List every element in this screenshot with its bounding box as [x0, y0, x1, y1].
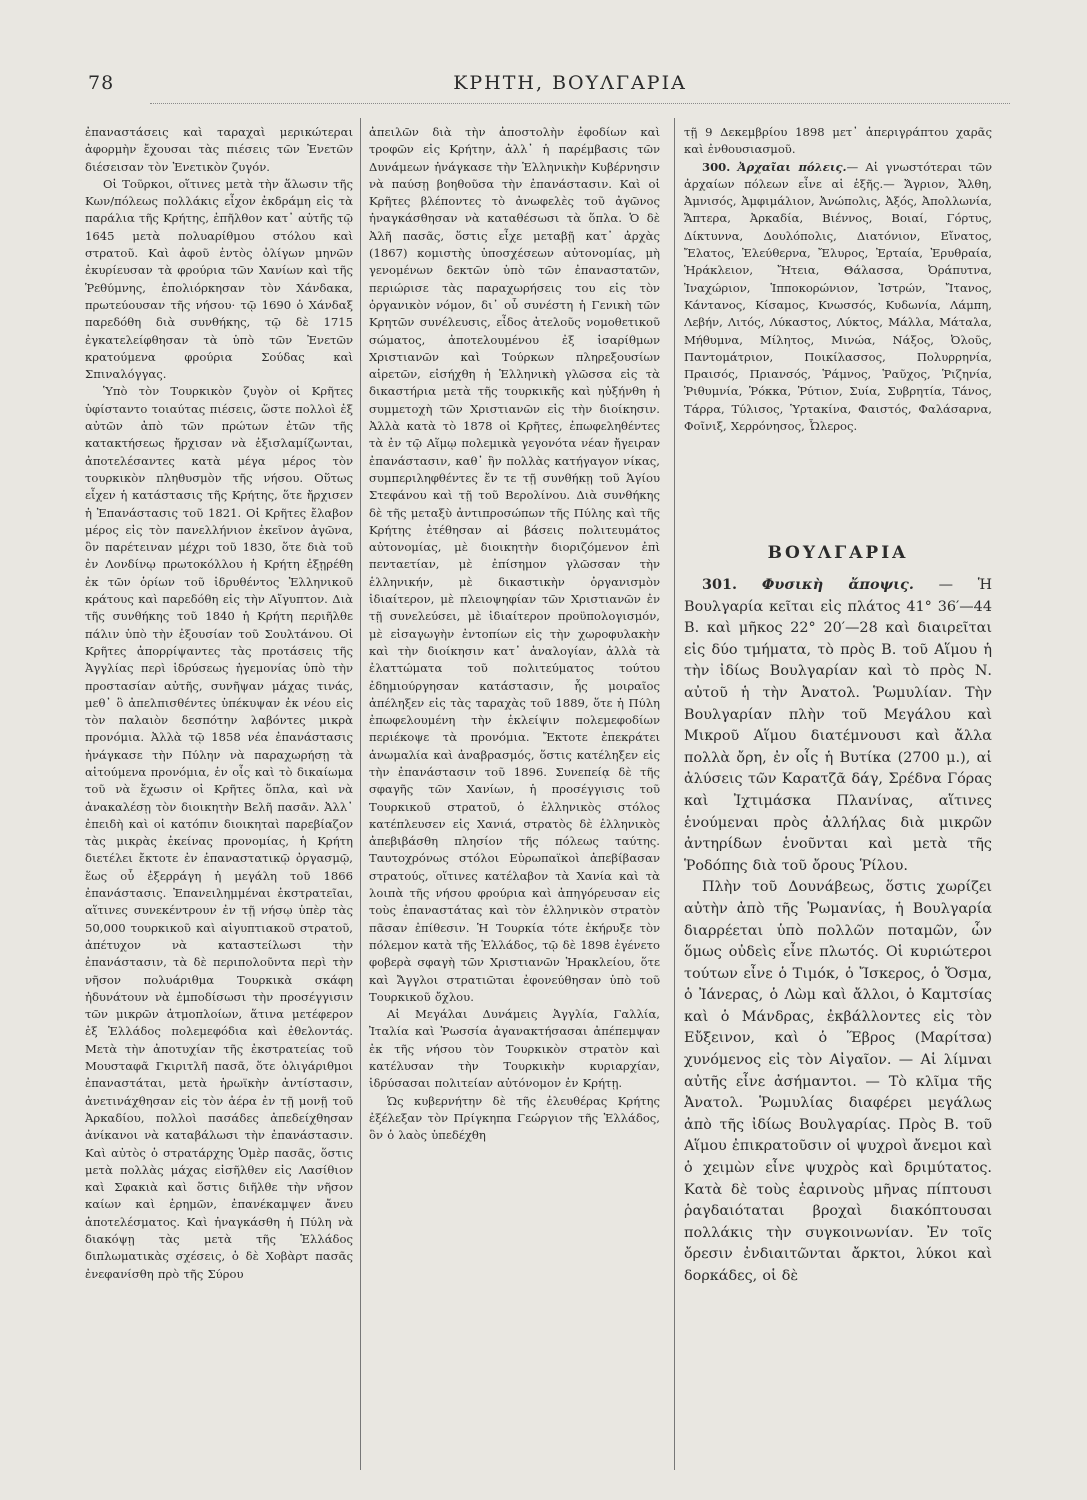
section-number: 300. [702, 159, 731, 174]
section-300 [684, 159, 992, 436]
running-head: ΚΡΗΤΗ, ΒΟΥΛΓΑΡΙΑ [453, 72, 687, 94]
section-number: 301. [702, 576, 738, 593]
column-1 [85, 124, 353, 1469]
section-title: Φυσικὴ ἄποψις. [761, 576, 914, 593]
header-rule [150, 103, 1010, 104]
paragraph: Πλὴν τοῦ Δουνάβεως, ὅστις χωρίζει αὐτὴν ἀπὸ τῆς Ῥωμανίας, ἡ Βουλγαρία διαρρέεται ὑπὸ πολλῶν ποταμῶν, ὧν ὅμως οὐδεὶς εἶνε πλωτός. Οἱ κυριώτεροι τούτων εἶνε ὁ Τιμόκ, ὁ Ἴσκερος, ὁ Ὄσμα, ὁ Ἰάνερας, ὁ Λὼμ καὶ ἄλλοι, ὁ Καμτσίας καὶ ὁ Μάνδρας, ἐκβάλλοντες εἰς τὸν Εὔξεινον, καὶ ὁ Ἕβρος (Μαρίτσα) χυνόμενος εἰς τὸν Αἰγαῖον. — Αἱ λίμναι αὐτῆς εἶνε ἀσήμαντοι. — Τὸ κλῖμα τῆς Ἀνατολ. Ῥωμυλίας διαφέρει μεγάλως ἀπὸ τῆς ἰδίως Βουλγαρίας. Πρὸς Β. τοῦ Αἵμου ἐπικρατοῦσιν οἱ ψυχροὶ ἄνεμοι καὶ ὁ χειμὼν εἶνε ψυχρὸς καὶ δριμύτατος. Κατὰ δὲ τοὺς ἐαρινοὺς μῆνας πίπτουσι ῥαγδαιόταται βροχαὶ διακόπτουσαι πολλάκις τὴν συγκοινωνίαν. Ἐν τοῖς ὄρεσιν ἐνδιαιτῶνται ἄρκτοι, λύκοι καὶ δορκάδες, οἱ δὲ [684, 879, 992, 1284]
section-text: — Αἱ γνωστότεραι τῶν ἀρχαίων πόλεων εἶνε αἱ ἑξῆς.— Ἄγριον, Ἄλθη, Ἀμνισός, Ἀμφιμάλιον, Ἀνώπολις, Ἀξός, Ἀπολλωνία, Ἄπτερα, Ἀρκαδία, Βιέννος, Βοιαί, Γόρτυς, Δίκτυννα, Δουλόπολις, Διατόνιον, Εἴνατος, Ἔλατος, Ἐλεύθερνα, Ἔλυρος, Ἐρταία, Ἐρυθραία, Ἡράκλειον, Ἤτεια, Θάλασσα, Ὀράπυτνα, Ἰναχώριον, Ἱπποκορώνιον, Ἰστρών, Ἴτανος, Κάντανος, Κίσαμος, Κνωσσός, Κυδωνία, Λάμπη, Λεβήν, Λιτός, Λύκαστος, Λύκτος, Μάλλα, Μάταλα, Μήθυμνα, Μίλητος, Μινώα, Νάξος, Ὀλοῦς, Παντομάτριον, Ποικίλασσος, Πολυρρηνία, Πραισός, Πριανσός, Ῥάμνος, Ῥαῦχος, Ῥιζηνία, Ῥιθυμνία, Ῥόκκα, Ῥύτιον, Συία, Συβρητία, Τάνος, Τάρρα, Τύλισος, Ὑρτακίνα, Φαιστός, Φαλάσαρνα, Φοῖνιξ, Χερρόνησος, Ὦλερος. [684, 159, 992, 434]
paragraph: ἀπειλῶν διὰ τὴν ἀποστολὴν ἐφοδίων καὶ τροφῶν εἰς Κρήτην, ἀλλ᾽ ἡ παρέμβασις τῶν Δυνάμεων ἠνάγκασε τὴν Ἑλληνικὴν Κυβέρνησιν νὰ παύσῃ βοηθοῦσα τὴν ἐπανάστασιν. Καὶ οἱ Κρῆτες βλέποντες τὸ ἀνωφελὲς τοῦ ἀγῶνος ἠναγκάσθησαν νὰ καταθέσωσι τὰ ὅπλα. Ὁ δὲ Ἀλῆ πασᾶς, ὅστις εἶχε μεταβῇ κατ᾽ ἀρχὰς (1867) κομιστὴς ὑποσχέσεων αὐτονομίας, μὴ γενομένων δεκτῶν ὑπὸ τῶν ἐπαναστατῶν, περιώρισε τὰς παραχωρήσεις του εἰς τὸν ὀργανικὸν νόμον, δι᾽ οὗ συνέστη ἡ Γενικὴ τῶν Κρητῶν συνέλευσις, εἶδος ἀτελοῦς νομοθετικοῦ σώματος, ἀποτελουμένου ἐξ ἰσαρίθμων Χριστιανῶν καὶ Τούρκων πληρεξουσίων αἱρετῶν, εἰσήχθη ἡ Ἑλληνικὴ γλῶσσα εἰς τὰ δικαστήρια μετὰ τῆς τουρκικῆς καὶ ηὐξήνθη ἡ συμμετοχὴ τῶν Χριστιανῶν εἰς τὴν διοίκησιν. Ἀλλὰ κατὰ τὸ 1878 οἱ Κρῆτες, ἐπωφεληθέντες τὰ ἐν τῷ Αἵμῳ πολεμικὰ γεγονότα νέαν ἤγειραν ἐπανάστασιν, καθ᾽ ἣν πολλὰς κατήγαγον νίκας, συμπεριληφθέντες ἔν τε τῇ συνθήκῃ τοῦ Ἁγίου Στεφάνου καὶ τῇ τοῦ Βερολίνου. Διὰ συνθήκης δὲ τῆς μεταξὺ ἀντιπροσώπων τῆς Πύλης καὶ τῆς Κρήτης ἐτέθησαν αἱ βάσεις πολιτευμάτος αὐτονομίας, μὲ διοικητὴν διοριζόμενον ἐπὶ πενταετίαν, μὲ ἐπίσημον γλῶσσαν τὴν ἑλληνικήν, μὲ δικαστικὴν ὀργανισμὸν ἰδιαίτερον, μὲ πλειοψηφίαν τῶν Χριστιανῶν ἐν τῇ συνελεύσει, μὲ ἰδιαίτερον προϋπολογισμόν, μὲ εἰσαγωγὴν ἐντοπίων εἰς τὴν χωροφυλακὴν καὶ τὴν διοίκησιν κατ᾽ ἀναλογίαν, ἀλλὰ τὰ ἐλαττώματα τοῦ πολιτεύματος τούτου ἐδημιούργησαν κατάστασιν, ἧς μοιραῖος ἀπέληξεν εἰς τὰς ταραχὰς τοῦ 1889, ὅτε ἡ Πύλη ἐπωφελουμένη τὴν ἐκλείψιν πολεμεφοδίων περιέκοψε τὰ προνόμια. Ἔκτοτε ἐπεκράτει ἀνωμαλία καὶ ἀναβρασμός, ὅστις κατέληξεν εἰς τὴν ἐπανάστασιν τοῦ 1896. Συνεπείᾳ δὲ τῆς σφαγῆς τῶν Χανίων, ἡ προσέγγισις τοῦ Τουρκικοῦ στρατοῦ, ὁ ἑλληνικὸς στόλος κατέπλευσεν εἰς Χανιά, στρατὸς δὲ ἑλληνικὸς ἀπεβιβάσθη πλησίον τῆς πόλεως ταύτης. Ταυτοχρόνως στόλοι Εὐρωπαϊκοὶ ἀπεβίβασαν στρατούς, οἵτινες κατέλαβον τὰ Χανία καὶ τὰ λοιπὰ τῆς νήσου φρούρια καὶ ἀπηγόρευσαν εἰς τοὺς ἐπαναστάτας καὶ τὸν ἑλληνικὸν στρατὸν πᾶσαν ἐπίθεσιν. Ἡ Τουρκία τότε ἐκήρυξε τὸν πόλεμον κατὰ τῆς Ἑλλάδος, τῷ δὲ 1898 ἐγένετο φοβερὰ σφαγὴ τῶν Χριστιανῶν Ἡρακλείου, ὅτε καὶ Ἄγγλοι στρατιῶται ἐφονεύθησαν ὑπὸ τοῦ Τουρκικοῦ ὄχλου. [369, 125, 660, 1004]
column-rule-right [674, 118, 675, 1470]
column-3-top [684, 124, 992, 524]
column-2 [369, 124, 660, 1469]
paragraph: Οἱ Τοῦρκοι, οἵτινες μετὰ τὴν ἅλωσιν τῆς Κων/πόλεως πολλάκις εἶχον ἐκδράμη εἰς τὰ παράλια τῆς Κρήτης, ἐπῆλθον κατ᾽ αὐτῆς τῷ 1645 μετὰ πολυαρίθμου στόλου καὶ στρατοῦ. Καὶ ἀφοῦ ἐντὸς ὀλίγων μηνῶν ἐκυρίευσαν τὰ φρούρια τῶν Χανίων καὶ τῆς Ῥεθύμνης, ἐπολιόρκησαν τὸν Χάνδακα, πρωτεύουσαν τῆς νήσου· τῷ 1690 ὁ Χάνδαξ παρεδόθη διὰ συνθήκης, τῷ δὲ 1715 ἐγκατελείφθησαν τὰ ὑπὸ τῶν Ἐνετῶν κρατούμενα φρούρια Σούδας καὶ Σπιναλόγγας. [85, 176, 353, 382]
paragraph: Ὡς κυβερνήτην δὲ τῆς ἐλευθέρας Κρήτης ἐξέλεξαν τὸν Πρίγκηπα Γεώργιον τῆς Ἑλλάδος, ὃν ὁ λαὸς ὑπεδέχθη [369, 1093, 660, 1143]
section-text: — Ἡ Βουλγαρία κεῖται εἰς πλάτος 41° 36′—44 Β. καὶ μῆκος 22° 20′—28 καὶ διαιρεῖται εἰς δύο τμήματα, τὸ πρὸς Β. τοῦ Αἵμου ἡ τὴν ἰδίως Βουλγαρίαν καὶ τὸ πρὸς Ν. αὐτοῦ ἡ τὴν Ἀνατολ. Ῥωμυλίαν. Τὴν Βουλγαρίαν πλὴν τοῦ Μεγάλου καὶ Μικροῦ Αἵμου διατέμνουσι καὶ ἄλλα πολλὰ ὄρη, ἐν οἷς ἡ Βυτίκα (2700 μ.), αἱ ἀλύσεις τῶν Καρατζᾶ δάγ, Σρέδνα Γόρας καὶ Ἰχτιμάσκα Πλανίνας, αἵτινες ἑνούμεναι πρὸς ἀλλήλας διὰ μικρῶν ἀντηρίδων ἑνοῦνται καὶ μετὰ τῆς Ῥοδόπης διὰ τοῦ ὄρους Ῥίλου. [684, 577, 992, 874]
paragraph: ἐπαναστάσεις καὶ ταραχαὶ μερικώτεραι ἀφορμὴν ἔχουσαι τὰς πιέσεις τῶν Ἐνετῶν διέσεισαν τὸν Ἐνετικὸν ζυγόν. [85, 125, 353, 174]
page-number: 78 [88, 72, 115, 94]
column-rule-left [360, 118, 361, 1470]
paragraph: τῇ 9 Δεκεμβρίου 1898 μετ᾽ ἀπεριγράπτου χαρᾶς καὶ ἐνθουσιασμοῦ. [684, 125, 992, 157]
section-301 [684, 574, 992, 877]
section-title: Ἀρχαῖαι πόλεις. [737, 159, 847, 174]
column-3-bottom [684, 574, 992, 1470]
paragraph: Αἱ Μεγάλαι Δυνάμεις Ἀγγλία, Γαλλία, Ἰταλία καὶ Ῥωσσία ἀγανακτήσασαι ἀπέπεμψαν ἐκ τῆς νήσου τὸν Τουρκικὸν στρατὸν καὶ κατέλυσαν τὴν Τουρκικὴν κυριαρχίαν, ἱδρύσασαι πολιτείαν αὐτόνομον ἐν Κρήτῃ. [369, 1007, 660, 1091]
paragraph: Ὑπὸ τὸν Τουρκικὸν ζυγὸν οἱ Κρῆτες ὑφίσταντο τοιαύτας πιέσεις, ὥστε πολλοὶ ἐξ αὐτῶν ἀπὸ τῶν πρώτων ἐτῶν τῆς κατακτήσεως ἤρχισαν νὰ ἐξισλαμίζωνται, ἀποτελέσαντες κατὰ μέγα μέρος τὸν τουρκικὸν πληθυσμὸν τῆς νήσου. Οὕτως εἶχεν ἡ κατάστασις τῆς Κρήτης, ὅτε ἤρχισεν ἡ Ἐπανάστασις τοῦ 1821. Οἱ Κρῆτες ἔλαβον μέρος εἰς τὸν πανελλήνιον ἐκεῖνον ἀγῶνα, ὃν παρέτειναν μέχρι τοῦ 1830, ὅτε διὰ τοῦ ἐν Λονδίνῳ πρωτοκόλλου ἡ Κρήτη ἐξῃρέθη ἐκ τῶν ὁρίων τοῦ ἱδρυθέντος Ἑλληνικοῦ κράτους καὶ παρεδόθη εἰς τὴν Αἴγυπτον. Διὰ τῆς συνθήκης τοῦ 1840 ἡ Κρήτη περιῆλθε πάλιν ὑπὸ τὴν ἐξουσίαν τοῦ Σουλτάνου. Οἱ Κρῆτες ἀπορρίψαντες τὰς προτάσεις τῆς Ἀγγλίας περὶ ἱδρύσεως ἡγεμονίας ὑπὸ τὴν προστασίαν αὐτῆς, συνῆψαν μάχας τινάς, μεθ᾽ ὃ ἀπελπισθέντες ὑπέκυψαν ἐκ νέου εἰς τὸν παλαιὸν δεσπότην λαβόντες μικρὰ προνόμια. Ἀλλὰ τῷ 1858 νέα ἐπανάστασις ἠνάγκασε τὴν Πύλην νὰ παραχωρήσῃ τὰ αἰτούμενα προνόμια, ἐν οἷς καὶ τὸ δικαίωμα τοῦ νὰ ἔχωσιν οἱ Κρῆτες ὅπλα, καὶ νὰ ἀνακαλέσῃ τὸν διοικητὴν Βελῆ πασᾶν. Ἀλλ᾽ ἐπειδὴ καὶ οἱ κατόπιν διοικηταὶ παρεβίαζον τὰς μικρὰς ἐκείνας προνομίας, ἡ Κρήτη διετέλει ἔκτοτε ἐν ἐπαναστατικῷ ὀργασμῷ, ἕως οὗ ἐξερράγη ἡ μεγάλη τοῦ 1866 ἐπανάστασις. Ἐπανειλημμέναι ἐκστρατεῖαι, αἵτινες συνεκέντρουν ἐν τῇ νήσῳ ὑπὲρ τὰς 50,000 τουρκικοῦ καὶ αἰγυπτιακοῦ στρατοῦ, ἀπέτυχον νὰ καταστείλωσι τὴν ἐπανάστασιν, τὰ δὲ περιπολοῦντα περὶ τὴν νῆσον πολυάριθμα Τουρκικὰ σκάφη ἠδυνάτουν νὰ ἐμποδίσωσι τὴν προσέγγισιν τῶν μικρῶν ἀτμοπλοίων, ἅτινα μετέφερον ἐξ Ἑλλάδος πολεμεφόδια καὶ ἐθελοντάς. Μετὰ τὴν ἀποτυχίαν τῆς ἐκστρατείας τοῦ Μουσταφᾶ Γκιριτλῆ πασᾶ, ὅτε ὀλιγάριθμοι ἐπαναστάται, μετὰ ἡρωϊκὴν ἀντίστασιν, ἀνετινάχθησαν εἰς τὸν ἀέρα ἐν τῇ μονῇ τοῦ Ἀρκαδίου, πολλοὶ πασάδες ἀπεδείχθησαν ἀνίκανοι νὰ καταβάλωσι τὴν ἐπανάστασιν. Καὶ αὐτὸς ὁ στρατάρχης Ὁμὲρ πασᾶς, ὅστις μετὰ πολλὰς μάχας εἰσῆλθεν εἰς Λασίθιον καὶ Σφακιὰ καὶ ὅστις διῆλθε τὴν νῆσον καίων καὶ ἐρημῶν, ἐπανέκαμψεν ἄνευ ἀποτελέσματος. Καὶ ἠναγκάσθη ἡ Πύλη νὰ διακόψῃ τὰς μετὰ τῆς Ἑλλάδος διπλωματικὰς σχέσεις, ὁ δὲ Χοβὰρτ πασᾶς ἐνεφανίσθη πρὸ τῆς Σύρου [85, 384, 353, 1281]
country-heading: ΒΟΥΛΓΑΡΙΑ [767, 543, 909, 563]
